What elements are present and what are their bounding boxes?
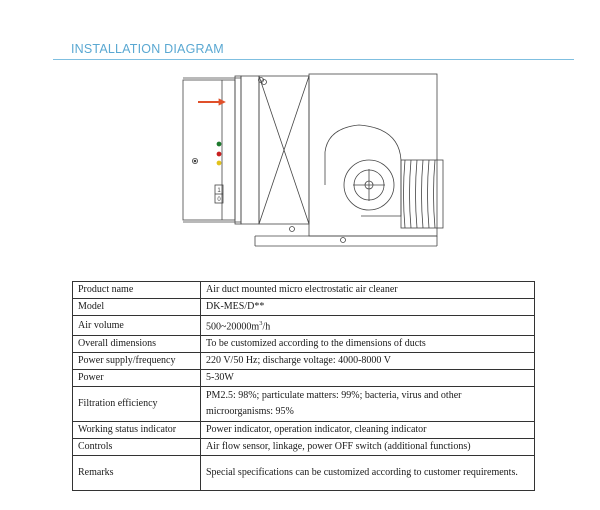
- air-volume-unit-exponent: 3: [259, 320, 263, 327]
- table-row: [73, 316, 535, 336]
- spec-value: 5-30W: [201, 370, 535, 387]
- spec-label: Overall dimensions: [73, 336, 201, 353]
- spec-label: Remarks: [73, 456, 201, 491]
- spec-value: PM2.5: 98%; particulate matters: 99%; bacteria, virus and other microorganisms: 95%: [201, 387, 535, 422]
- spec-value: Air duct mounted micro electrostatic air cleaner: [201, 282, 535, 299]
- control-box: [183, 76, 241, 224]
- indicator-led-red: [217, 152, 221, 156]
- spec-label: Filtration efficiency: [73, 387, 201, 422]
- spec-value: Power indicator, operation indicator, cleaning indicator: [201, 422, 535, 439]
- spec-label: Air volume: [73, 316, 201, 336]
- spec-value: DK-MES/D**: [201, 299, 535, 316]
- spec-label: Controls: [73, 439, 201, 456]
- table-row: [73, 387, 535, 422]
- spec-value: Special specifications can be customized according to customer requirements.: [201, 456, 535, 491]
- installation-diagram: [175, 68, 445, 250]
- spec-label: Power: [73, 370, 201, 387]
- spec-value: To be customized according to the dimensions of ducts: [201, 336, 535, 353]
- spec-label: Power supply/frequency: [73, 353, 201, 370]
- spec-label: Model: [73, 299, 201, 316]
- switch-on-label: 1: [217, 188, 221, 194]
- air-volume-unit-tail: /h: [262, 321, 271, 333]
- spec-label: Product name: [73, 282, 201, 299]
- table-row: [73, 299, 535, 316]
- switch-off-label: 0: [217, 197, 221, 203]
- spec-label: Working status indicator: [73, 422, 201, 439]
- indicator-led-yellow: [217, 161, 221, 165]
- spec-value: 220 V/50 Hz; discharge voltage: 4000-8000 V: [201, 353, 535, 370]
- filter-module: [241, 76, 309, 232]
- indicator-led-green: [217, 142, 221, 146]
- table-row: [73, 282, 535, 299]
- title-underline: [53, 59, 574, 60]
- table-row: [73, 353, 535, 370]
- section-title: INSTALLATION DIAGRAM: [71, 42, 224, 56]
- panel-screw-center: [194, 160, 196, 162]
- table-row: [73, 456, 535, 491]
- table-row: [73, 422, 535, 439]
- table-row: [73, 439, 535, 456]
- centrifugal-fan-icon: [325, 125, 401, 216]
- table-row: [73, 370, 535, 387]
- airflow-arrow-icon: [198, 99, 225, 105]
- table-row: [73, 336, 535, 353]
- air-volume-value: 500~20000m: [206, 321, 260, 333]
- spec-table: [72, 281, 535, 491]
- spec-value: [201, 316, 535, 336]
- spec-value: Air flow sensor, linkage, power OFF switch (additional functions): [201, 439, 535, 456]
